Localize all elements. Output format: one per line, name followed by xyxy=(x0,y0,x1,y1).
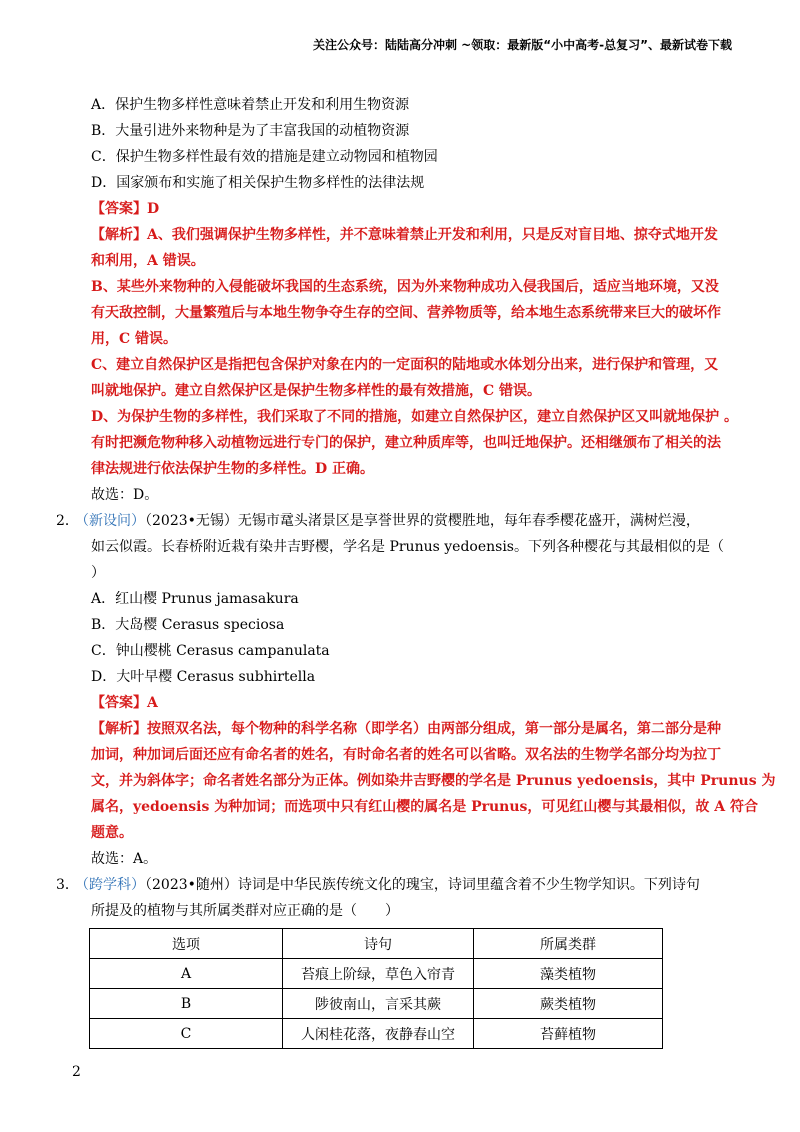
q1-explanation-line: 有天敌控制，大量繁殖后与本地生物争夺生存的空间、营养物质等，给本地生态系统带来巨大的破坏作 xyxy=(91,305,721,321)
q1-answer: 【答案】D xyxy=(91,201,160,217)
q3-tag: （跨学科） xyxy=(75,877,145,893)
q2-stem-line: （2023•无锡）无锡市鼋头渚景区是享誉世界的赏樱胜地，每年春季樱花盛开，满树烂漫， xyxy=(145,513,700,529)
page-header: 关注公众号：陆陆高分冲刺 ~领取：最新版“小中高考-总复习”、最新试卷下载 xyxy=(313,38,732,52)
q3-number: 3． xyxy=(56,877,79,893)
table-header-cell: 诗句 xyxy=(283,929,474,959)
q1-option-b: B．大量引进外来物种是为了丰富我国的动植物资源 xyxy=(91,123,410,139)
q2-conclusion: 故选：A。 xyxy=(91,851,158,867)
table-row xyxy=(90,989,663,1019)
q1-explanation-line: C、建立自然保护区是指把包含保护对象在内的一定面积的陆地或水体划分出来，进行保护和管理，又 xyxy=(91,357,719,373)
table-cell: 藻类植物 xyxy=(474,959,663,989)
table-cell: 蕨类植物 xyxy=(474,989,663,1019)
q2-stem-line: ） xyxy=(91,565,105,581)
q1-explanation-line: D、为保护生物的多样性，我们采取了不同的措施，如建立自然保护区，建立自然保护区又叫就地保护 。 xyxy=(91,409,739,425)
q3-stem-line: 所提及的植物与其所属类群对应正确的是（ ） xyxy=(91,903,399,919)
table-cell: A xyxy=(90,959,283,989)
table-row xyxy=(90,959,663,989)
q3-table xyxy=(89,928,663,1049)
q3-stem xyxy=(56,872,740,898)
q1-explanation-line: 【解析】A、我们强调保护生物多样性，并不意味着禁止开发和利用，只是反对盲目地、掠夺式地开发 xyxy=(91,227,718,243)
q1-option-c: C．保护生物多样性最有效的措施是建立动物园和植物园 xyxy=(91,149,438,165)
q2-tag: （新设问） xyxy=(75,513,145,529)
q2-option-b: B．大岛樱 Cerasus speciosa xyxy=(91,617,285,633)
q2-explanation xyxy=(72,716,776,846)
q1-option-d: D．国家颁布和实施了相关保护生物多样性的法律法规 xyxy=(91,175,425,191)
table-cell: 人闲桂花落，夜静春山空 xyxy=(283,1019,474,1049)
q2-stem-line: 如云似霞。长春桥附近栽有染井吉野樱，学名是 Prunus yedoensis。下列各种樱花与其最相似的是（ xyxy=(91,539,724,555)
q2-option-c: C．钟山樱桃 Cerasus campanulata xyxy=(91,643,330,659)
table-header-cell: 所属类群 xyxy=(474,929,663,959)
q2-option-d: D．大叶早樱 Cerasus subhirtella xyxy=(91,669,316,685)
table-cell: B xyxy=(90,989,283,1019)
table-cell: 苔藓植物 xyxy=(474,1019,663,1049)
table-cell: 陟彼南山，言采其蕨 xyxy=(283,989,474,1019)
q2-option-a: A．红山樱 Prunus jamasakura xyxy=(91,591,299,607)
q2-explanation-line: 【解析】按照双名法，每个物种的科学名称（即学名）由两部分组成，第一部分是属名，第二部分是种 xyxy=(91,721,721,737)
q1-explanation xyxy=(72,222,740,482)
q1-explanation-line: 律法规进行依法保护生物的多样性。D 正确。 xyxy=(91,461,375,477)
q2-stem xyxy=(56,508,740,534)
q3-stem-line: （2023•随州）诗词是中华民族传统文化的瑰宝，诗词里蕴含着不少生物学知识。下列诗句 xyxy=(145,877,700,893)
table-header-row xyxy=(90,929,663,959)
q1-option-a: A．保护生物多样性意味着禁止开发和利用生物资源 xyxy=(91,97,410,113)
q2-answer: 【答案】A xyxy=(91,695,158,711)
q2-explanation-line: 属名，yedoensis 为种加词；而选项中只有红山樱的属名是 Prunus，可见红山樱与其最相似，故 A 符合 xyxy=(91,799,759,815)
q1-explanation-line: B、某些外来物种的入侵能破坏我国的生态系统，因为外来物种成功入侵我国后，适应当地环境，又没 xyxy=(91,279,719,295)
table-cell: 苔痕上阶绿，草色入帘青 xyxy=(283,959,474,989)
q1-explanation-line: 和利用，A 错误。 xyxy=(91,253,205,269)
table-row xyxy=(90,1019,663,1049)
q1-explanation-line: 用，C 错误。 xyxy=(91,331,178,347)
q2-number: 2． xyxy=(56,513,79,529)
q2-explanation-line: 文，并为斜体字；命名者姓名部分为正体。例如染井吉野樱的学名是 Prunus yedoensis，其中 Prunus 为 xyxy=(91,773,776,789)
q1-explanation-line: 叫就地保护。建立自然保护区是保护生物多样性的最有效措施，C 错误。 xyxy=(91,383,542,399)
page-content xyxy=(56,92,776,1049)
table-cell: C xyxy=(90,1019,283,1049)
q1-conclusion: 故选：D。 xyxy=(91,487,159,503)
q2-explanation-line: 加词，种加词后面还应有命名者的姓名，有时命名者的姓名可以省略。双名法的生物学名部分均为拉丁 xyxy=(91,747,721,763)
q1-explanation-line: 有时把濒危物种移入动植物远进行专门的保护，建立种质库等，也叫迁地保护。还相继颁布了相关的法 xyxy=(91,435,721,451)
q2-explanation-line: 题意。 xyxy=(91,825,133,841)
page-number: 2 xyxy=(72,1064,81,1080)
table-header-cell: 选项 xyxy=(90,929,283,959)
